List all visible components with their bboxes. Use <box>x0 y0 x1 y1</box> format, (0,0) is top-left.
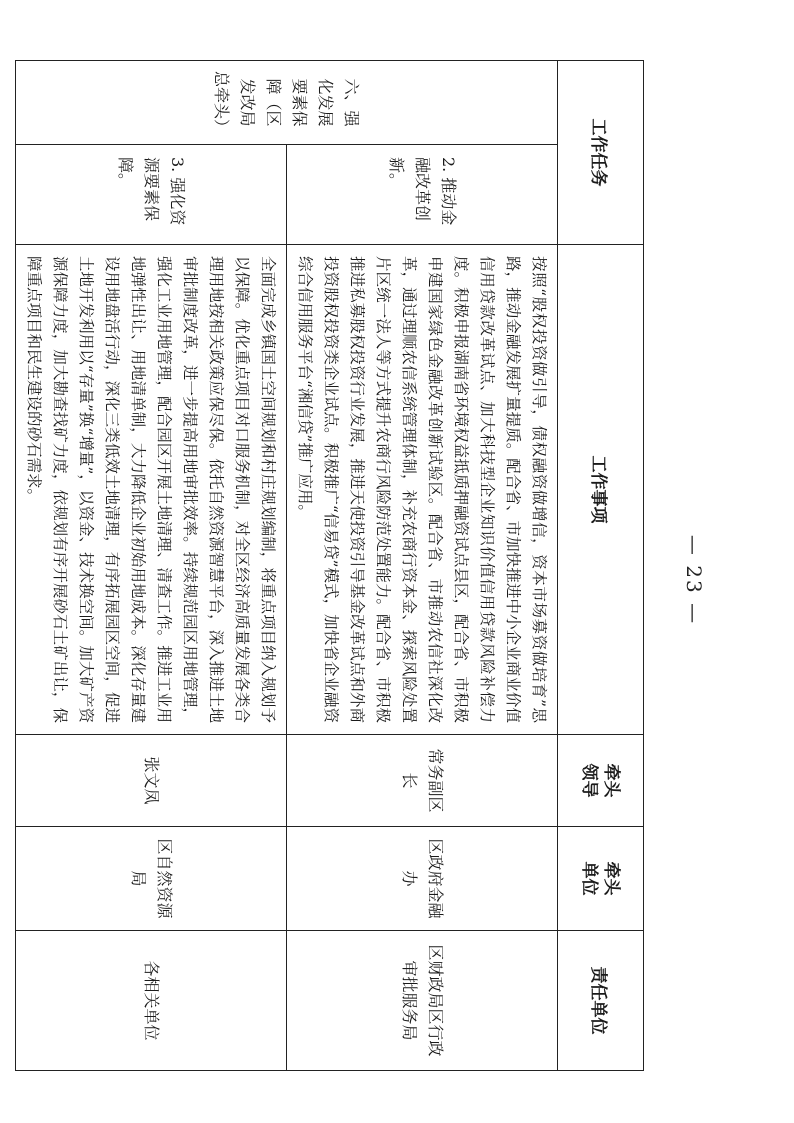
header-responsible: 责任单位 <box>558 931 644 1071</box>
responsible-text: 区财政局区行政审批服务局 <box>400 944 445 1057</box>
lead-leader-cell <box>16 735 287 827</box>
work-task-table <box>15 60 644 1071</box>
responsible-cell <box>287 931 558 1071</box>
header-lead-unit <box>558 827 644 931</box>
page-number: — 23 — <box>682 534 706 626</box>
header-lead-unit-text: 牵头单位 <box>579 861 622 896</box>
lead-leader-text: 常务副区长 <box>400 748 445 813</box>
responsible-text: 各相关单位 <box>142 960 161 1041</box>
table-row <box>287 61 558 1071</box>
table-header-row <box>558 61 644 1071</box>
subtask-cell <box>287 145 558 245</box>
subtask-text: 3. 强化资源要素保障。 <box>116 157 187 226</box>
content-cell <box>16 245 287 735</box>
subtask-cell <box>16 145 287 245</box>
responsible-cell <box>16 931 287 1071</box>
group-task-text: 六、强化发展要素保障（区发改局总牵头） <box>212 71 362 136</box>
lead-unit-cell <box>287 827 558 931</box>
lead-unit-cell <box>16 827 287 931</box>
header-lead-leader <box>558 735 644 827</box>
lead-unit-text: 区自然资源局 <box>129 838 174 919</box>
table-row <box>16 61 287 1071</box>
content-cell <box>287 245 558 735</box>
header-item: 工作事项 <box>558 245 644 735</box>
lead-unit-text: 区政府金融办 <box>400 838 445 919</box>
lead-leader-cell <box>287 735 558 827</box>
content-text: 全面完成乡镇国土空间规划和村庄规划编制，将重点项目纳入规划予以保障。优化重点项目对口服务机制，对全区经济高质量发展各类合理用地按相关政策应保尽保。依托自然资源智慧平台，深入推进土地审批制度改革，进一步提高用地审批效率。持续规范园区用地管理，强化工业用地管理，配合园区开展土地清理、清查工作。推进工业用地弹性出让、用地清单制，大力降低企业初始用地成本。深化存量建设用地盘活行动，深化三类低效土地清理，有序拓展园区空间，促进土地开发利用以“存量”换“增量”，以资金、技术换空间。加大矿产资源保障力度，加大勘查找矿力度，依规划有序开展砂石土矿出让，保障重点项目和民生建设的砂石需求。 <box>25 256 277 723</box>
header-lead-leader-text: 牵头领导 <box>579 763 622 798</box>
header-task: 工作任务 <box>558 61 644 245</box>
content-text: 按照“股权投资做引导，债权融资做增信，资本市场募资做培育”思路，推动金融发展扩量提质。配合省、市加快推进中小企业商业价值信用贷款改革试点、加大科技型企业知识价值信用贷款风险补偿力度。积极申报湖南省环境权益抵质押融资试点县区，配合省、市积极申建国家绿色金融改革创新试验区。配合省、市推动农信社深化改革，通过理顺农信系统管理体制，补充农商行资本金、探索风险处置片区统一法人等方式提升农商行风险防范处置能力。配合省、市积极推进私募股权投资行业发展，推进天使投资引导基金改革试点和外商投资股权投资类企业试点。积极推广“信易贷”模式，加快省企业融资综合信用服务平台“湘信贷”推广应用。 <box>296 256 548 723</box>
lead-leader-text: 张文凤 <box>142 756 161 805</box>
subtask-text: 2. 推动金融改革创新。 <box>387 157 458 226</box>
group-task-cell <box>16 61 558 145</box>
